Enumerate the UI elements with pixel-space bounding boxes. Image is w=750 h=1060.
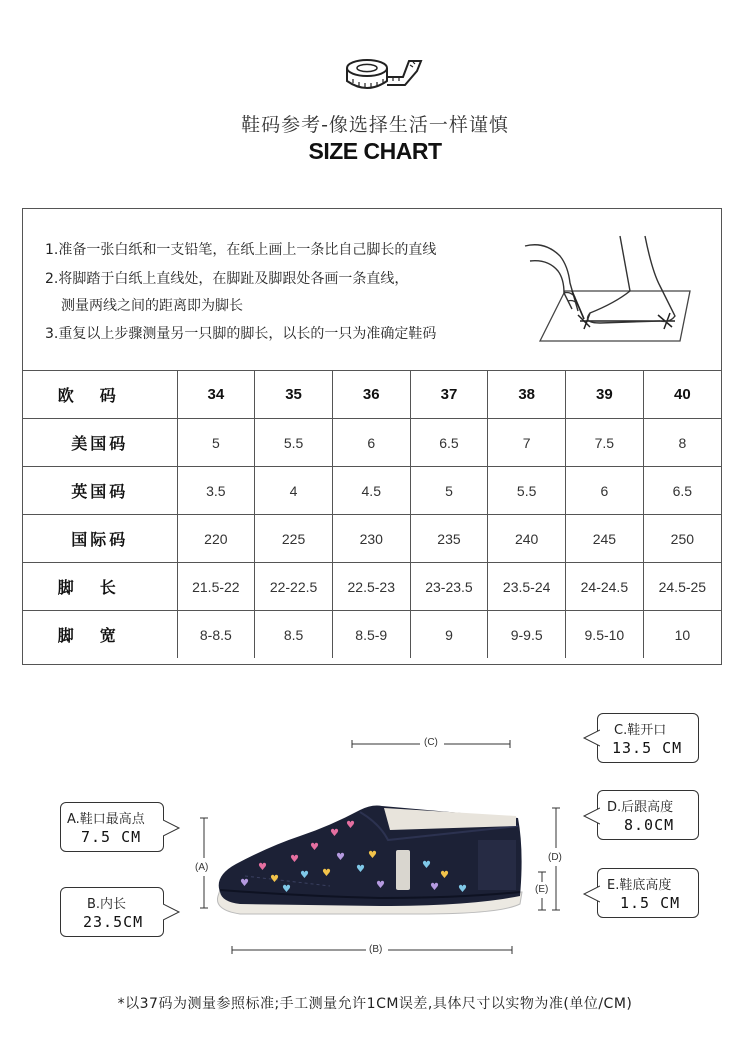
instruction-step-2: 2.将脚踏于白纸上直线处，在脚趾及脚跟处各画一条直线，	[45, 271, 409, 287]
table-cell: 38	[488, 371, 566, 419]
table-row	[23, 563, 721, 611]
size-table-body	[23, 371, 721, 658]
table-cell: 23-23.5	[410, 563, 488, 611]
svg-text:♥: ♥	[356, 864, 365, 875]
table-cell: 22.5-23	[332, 563, 410, 611]
table-cell: 23.5-24	[488, 563, 566, 611]
dim-label-b: (B)	[369, 944, 383, 955]
table-cell: 235	[410, 515, 488, 563]
callout-value: 1.5 CM	[620, 894, 681, 912]
table-cell: 5.5	[255, 419, 333, 467]
instruction-step-3: 3.重复以上步骤测量另一只脚的脚长，以长的一只为准确定鞋码	[45, 326, 437, 342]
callout-value: 7.5 CM	[81, 828, 142, 846]
page-title: SIZE CHART	[308, 138, 442, 164]
table-cell: 37	[410, 371, 488, 419]
table-cell: 5.5	[488, 467, 566, 515]
callout-label: B.内长	[87, 897, 127, 912]
table-cell: 24.5-25	[643, 563, 721, 611]
size-table	[23, 371, 721, 658]
svg-text:♥: ♥	[240, 878, 249, 889]
table-row	[23, 371, 721, 419]
svg-text:♥: ♥	[300, 870, 309, 881]
table-cell: 240	[488, 515, 566, 563]
foot-measuring-illustration	[520, 231, 695, 351]
table-cell: 220	[177, 515, 255, 563]
table-row	[23, 467, 721, 515]
table-cell: 230	[332, 515, 410, 563]
svg-text:♥: ♥	[346, 820, 355, 831]
svg-text:♥: ♥	[282, 884, 291, 895]
table-cell: 4.5	[332, 467, 410, 515]
table-cell: 39	[566, 371, 644, 419]
table-cell: 7	[488, 419, 566, 467]
callout-collar-height	[60, 802, 164, 852]
tape-measure-icon	[343, 55, 423, 95]
row-label: 脚宽	[23, 611, 177, 659]
table-cell: 34	[177, 371, 255, 419]
table-cell: 6.5	[643, 467, 721, 515]
row-label: 美国码	[23, 419, 177, 467]
callout-tail	[580, 728, 600, 748]
table-cell: 6.5	[410, 419, 488, 467]
table-cell: 22-22.5	[255, 563, 333, 611]
table-cell: 35	[255, 371, 333, 419]
subtitle: 鞋码参考-像选择生活一样谨慎	[241, 114, 509, 136]
table-cell: 7.5	[566, 419, 644, 467]
table-cell: 5	[177, 419, 255, 467]
svg-text:♥: ♥	[290, 854, 299, 865]
table-cell: 225	[255, 515, 333, 563]
svg-text:♥: ♥	[422, 860, 431, 871]
table-cell: 9.5-10	[566, 611, 644, 659]
callout-label: D.后跟高度	[607, 800, 674, 815]
table-cell: 3.5	[177, 467, 255, 515]
callout-sole-height	[597, 868, 699, 918]
table-cell: 250	[643, 515, 721, 563]
instruction-step-2-cont: 测量两线之间的距离即为脚长	[61, 298, 243, 314]
svg-text:♥: ♥	[440, 870, 449, 881]
table-cell: 8-8.5	[177, 611, 255, 659]
table-cell: 10	[643, 611, 721, 659]
table-cell: 40	[643, 371, 721, 419]
callout-opening	[597, 713, 699, 763]
dim-label-d: (D)	[548, 852, 562, 863]
table-cell: 245	[566, 515, 644, 563]
table-cell: 4	[255, 467, 333, 515]
shoe-image	[217, 806, 522, 915]
dim-label-a: (A)	[195, 862, 209, 873]
svg-text:♥: ♥	[458, 884, 467, 895]
measuring-instructions	[23, 209, 721, 371]
table-cell: 6	[566, 467, 644, 515]
svg-text:♥: ♥	[322, 868, 331, 879]
table-cell: 5	[410, 467, 488, 515]
table-cell: 8.5	[255, 611, 333, 659]
dim-label-e: (E)	[535, 884, 549, 895]
callout-value: 23.5CM	[83, 913, 144, 931]
callout-heel-height	[597, 790, 699, 840]
callout-value: 8.0CM	[624, 816, 675, 834]
table-cell: 36	[332, 371, 410, 419]
table-row	[23, 515, 721, 563]
svg-text:♥: ♥	[258, 862, 267, 873]
instruction-step-1: 1.准备一张白纸和一支铅笔，在纸上画上一条比自己脚长的直线	[45, 242, 437, 258]
callout-tail	[163, 902, 183, 922]
svg-text:♥: ♥	[310, 842, 319, 853]
row-label: 国际码	[23, 515, 177, 563]
callout-label: C.鞋开口	[614, 723, 667, 738]
callout-value: 13.5 CM	[612, 739, 683, 757]
table-row	[23, 611, 721, 659]
svg-text:♥: ♥	[368, 850, 377, 861]
table-cell: 8	[643, 419, 721, 467]
callout-inner-length	[60, 887, 164, 937]
svg-text:♥: ♥	[376, 880, 385, 891]
dim-label-c: (C)	[424, 737, 438, 748]
row-label: 欧码	[23, 371, 177, 419]
callout-tail	[163, 818, 183, 838]
row-label: 脚长	[23, 563, 177, 611]
svg-text:♥: ♥	[330, 828, 339, 839]
table-cell: 6	[332, 419, 410, 467]
table-cell: 21.5-22	[177, 563, 255, 611]
svg-text:♥: ♥	[430, 882, 439, 893]
callout-label: A.鞋口最高点	[67, 812, 145, 827]
table-cell: 8.5-9	[332, 611, 410, 659]
table-row	[23, 419, 721, 467]
row-label: 英国码	[23, 467, 177, 515]
size-chart	[22, 208, 722, 665]
svg-text:♥: ♥	[336, 852, 345, 863]
callout-tail	[580, 806, 600, 826]
callout-label: E.鞋底高度	[607, 878, 672, 893]
svg-text:♥: ♥	[270, 874, 279, 885]
callout-tail	[580, 884, 600, 904]
table-cell: 9	[410, 611, 488, 659]
footnote: *以37码为测量参照标准;手工测量允许1CM误差,具体尺寸以实物为准(单位/CM)	[117, 996, 633, 1012]
table-cell: 24-24.5	[566, 563, 644, 611]
table-cell: 9-9.5	[488, 611, 566, 659]
